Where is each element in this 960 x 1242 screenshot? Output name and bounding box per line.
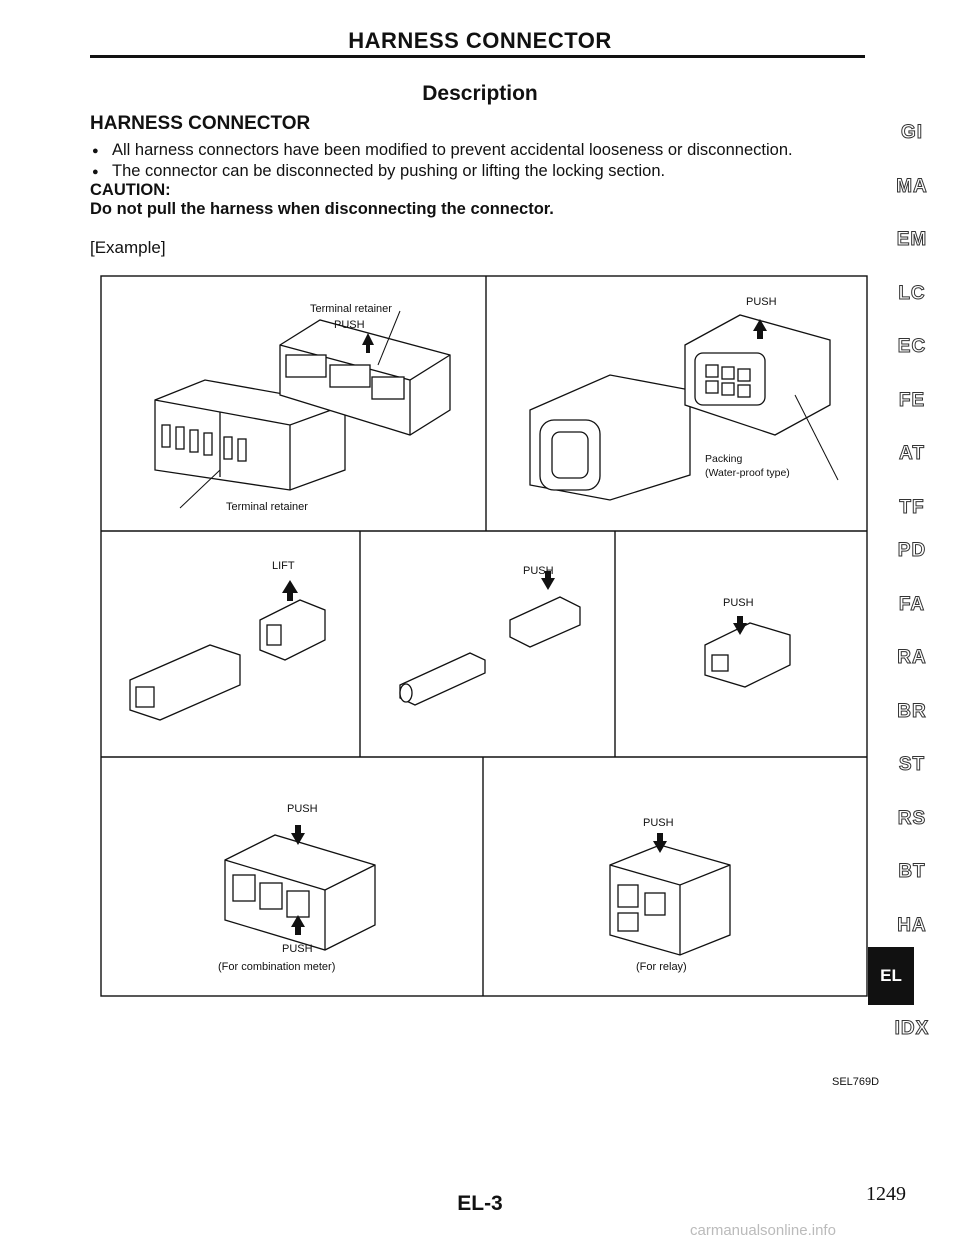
tab-pd[interactable]: PD	[897, 540, 927, 561]
doc-page-number: 1249	[866, 1183, 906, 1205]
tab-ma[interactable]: MA	[896, 176, 928, 197]
label-terminal-retainer-bottom: Terminal retainer	[226, 501, 308, 513]
tab-tf[interactable]: TF	[899, 497, 925, 518]
sub-heading: HARNESS CONNECTOR	[90, 113, 311, 134]
caution-label: CAUTION:	[90, 181, 171, 199]
connector-figure	[100, 275, 868, 998]
tab-idx[interactable]: IDX	[894, 1018, 930, 1039]
bullet-list	[90, 140, 793, 182]
tab-lc[interactable]: LC	[898, 283, 926, 304]
bullet-item: ● All harness connectors have been modified to prevent accidental looseness or disconnection.	[90, 140, 793, 161]
connector-drawing-7	[610, 845, 730, 955]
connector-drawing-4	[400, 597, 580, 705]
label-push: PUSH	[643, 817, 674, 829]
figure-drawing	[100, 275, 868, 998]
tab-at[interactable]: AT	[899, 443, 925, 464]
tab-br[interactable]: BR	[897, 701, 927, 722]
label-combination-meter: (For combination meter)	[218, 961, 336, 973]
lift-arrow	[282, 580, 298, 601]
watermark: carmanualsonline.info	[690, 1222, 836, 1239]
tab-fa[interactable]: FA	[898, 594, 926, 615]
caution-text: Do not pull the harness when disconnecting the connector.	[90, 200, 554, 218]
tab-gi[interactable]: GI	[900, 122, 924, 143]
tab-ra[interactable]: RA	[897, 647, 927, 668]
label-push: PUSH	[746, 296, 777, 308]
label-push: PUSH	[287, 803, 318, 815]
connector-drawing-1	[155, 320, 450, 490]
label-push: PUSH	[334, 319, 365, 331]
connector-drawing-3	[130, 600, 325, 720]
connector-drawing-5	[705, 623, 790, 687]
bullet-item: ● The connector can be disconnected by pushing or lifting the locking section.	[90, 161, 793, 182]
section-heading: Description	[422, 82, 538, 105]
label-push: PUSH	[723, 597, 754, 609]
label-packing: Packing	[705, 453, 743, 465]
label-relay: (For relay)	[636, 961, 687, 973]
title-rule	[90, 55, 865, 58]
example-label: [Example]	[90, 238, 166, 257]
label-lift: LIFT	[272, 560, 295, 572]
tab-rs[interactable]: RS	[897, 808, 927, 829]
label-push: PUSH	[523, 565, 554, 577]
figure-code: SEL769D	[832, 1076, 880, 1088]
page-title: HARNESS CONNECTOR	[348, 28, 612, 53]
tab-st[interactable]: ST	[898, 754, 926, 775]
tab-ec[interactable]: EC	[897, 336, 927, 357]
page-label: EL-3	[457, 1192, 503, 1215]
tab-bt[interactable]: BT	[898, 861, 926, 882]
tab-ha[interactable]: HA	[897, 915, 927, 936]
tab-fe[interactable]: FE	[898, 390, 926, 411]
tab-em[interactable]: EM	[896, 229, 928, 250]
label-water-proof: (Water-proof type)	[705, 467, 790, 479]
label-terminal-retainer-top: Terminal retainer	[310, 303, 392, 315]
tab-el-active[interactable]: EL	[868, 947, 914, 1005]
label-push: PUSH	[282, 943, 313, 955]
